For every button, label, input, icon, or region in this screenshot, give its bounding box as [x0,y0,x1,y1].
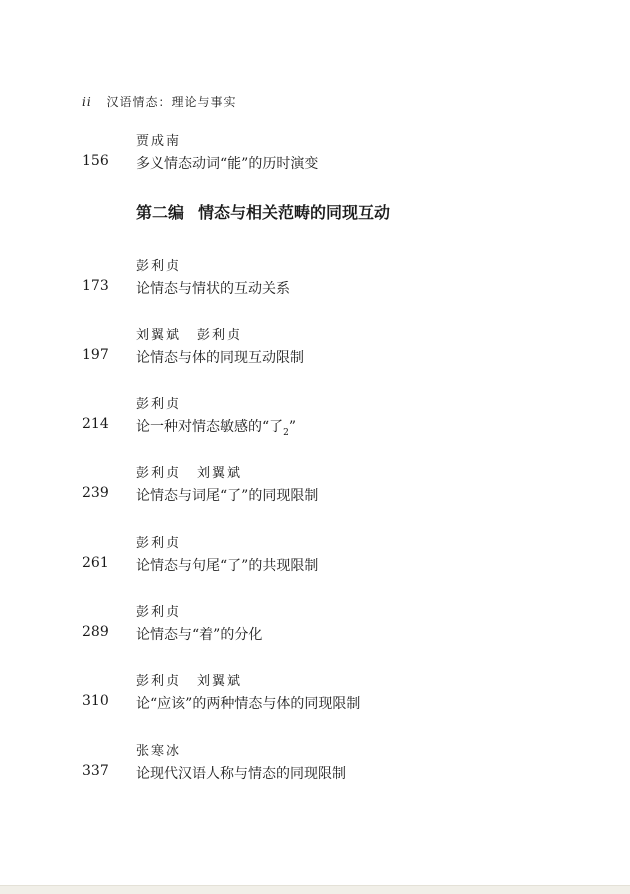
entry-author: 彭利贞 [136,466,182,481]
entry-authors [136,532,181,551]
entry-page-number: 289 [82,624,109,640]
entry-author: 刘翼斌 [136,328,182,343]
entry-page-number: 214 [82,416,109,432]
entry-title-subscript: 2 [283,427,289,438]
entry-title: 论“应该”的两种情态与体的同现限制 [136,696,361,712]
entry-authors [136,462,242,481]
page-bottom-edge [0,885,630,894]
entry-page-number: 197 [82,347,109,363]
section-title: 情态与相关范畴的同现互动 [198,203,391,222]
entry-author: 彭利贞 [197,328,243,343]
entry-title: 论情态与词尾“了”的同现限制 [136,488,319,504]
entry-title: 论情态与句尾“了”的共现限制 [136,558,319,574]
entry-author: 刘翼斌 [197,674,243,689]
entry-title-end: ” [288,419,297,435]
running-head-book-title: 汉语情态：理论与事实 [106,95,237,109]
entry-author: 彭利贞 [136,674,182,689]
entry-author: 张寒冰 [136,744,182,759]
entry-author: 彭利贞 [136,536,182,551]
entry-page-number: 337 [82,763,109,779]
entry-authors [136,393,181,412]
entry-authors [136,601,181,620]
entry-title: 多义情态动词“能”的历时演变 [136,156,319,172]
entry-author: 彭利贞 [136,397,182,412]
entry-title: 论现代汉语人称与情态的同现限制 [136,766,346,782]
entry-title: 论情态与情状的互动关系 [136,281,290,297]
entry-title-text: 论一种对情态敏感的“了 [136,419,284,435]
entry-page-number: 173 [82,278,109,294]
entry-authors [136,324,242,343]
entry-author: 贾成南 [136,134,182,149]
entry-authors [136,670,242,689]
entry-title: 论情态与体的同现互动限制 [136,350,304,366]
running-head-page-number: ii [82,95,92,109]
entry-page-number: 261 [82,555,109,571]
section-heading [136,200,390,223]
entry-title [136,416,296,438]
entry-title: 论情态与“着”的分化 [136,627,263,643]
entry-author: 刘翼斌 [197,466,243,481]
entry-authors [136,740,181,759]
entry-page-number: 156 [82,153,109,169]
section-label: 第二编 [136,203,185,222]
entry-authors [136,255,181,274]
running-head [82,93,237,110]
entry-author: 彭利贞 [136,259,182,274]
entry-author: 彭利贞 [136,605,182,620]
entry-page-number: 239 [82,485,109,501]
entry-page-number: 310 [82,693,109,709]
